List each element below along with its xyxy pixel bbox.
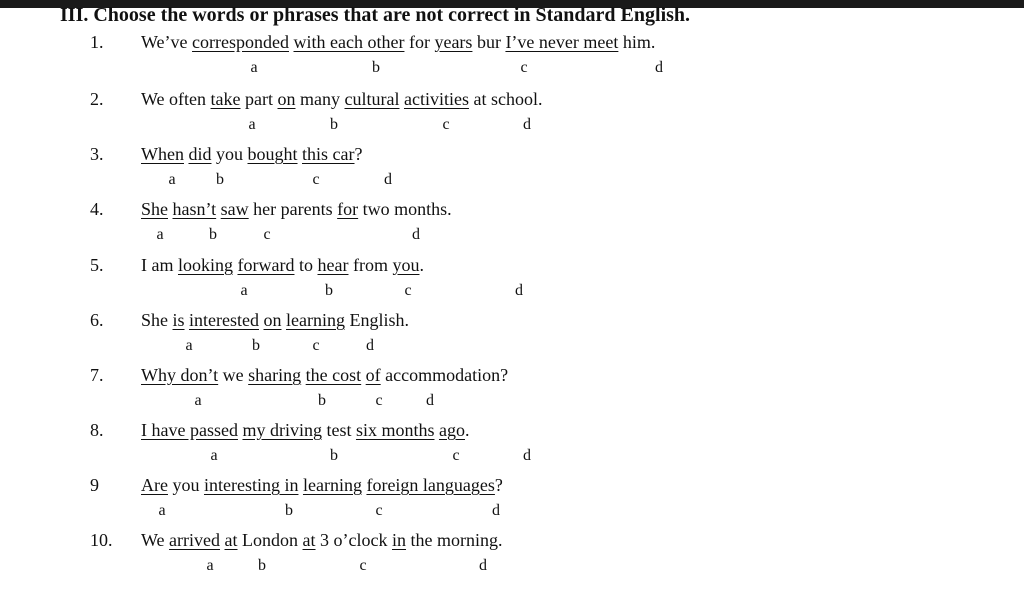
option-letter-d: d xyxy=(479,557,487,574)
underlined-option: ago xyxy=(438,420,465,440)
underlined-option: cultural xyxy=(344,89,400,109)
option-letter-c: c xyxy=(263,226,271,243)
question-number: 10. xyxy=(90,530,113,550)
underlined-option: foreign languages xyxy=(366,475,495,495)
sentence-text: you xyxy=(167,475,204,495)
underlined-option: saw xyxy=(220,199,249,219)
question-row xyxy=(0,199,1024,255)
underlined-option: this car xyxy=(302,144,355,164)
underlined-option: for xyxy=(337,199,359,219)
sentence-text: ? xyxy=(494,475,503,495)
option-letter-c: c xyxy=(312,337,320,354)
option-letter-b: b xyxy=(318,392,326,409)
sentence-text: two months. xyxy=(358,199,452,219)
sentence-text: test xyxy=(321,420,356,440)
option-letter-d: d xyxy=(655,59,663,76)
sentence-text: We’ve xyxy=(141,32,193,52)
sentence-text: for xyxy=(404,32,435,52)
underlined-option: did xyxy=(188,144,212,164)
underlined-option: learning xyxy=(302,475,362,495)
underlined-option: sharing xyxy=(248,365,302,385)
option-letter-d: d xyxy=(523,116,531,133)
option-letter-b: b xyxy=(252,337,260,354)
option-letter-c: c xyxy=(442,116,450,133)
question-number: 7. xyxy=(90,365,104,385)
question-sentence xyxy=(141,32,655,53)
exercise-title: III. Choose the words or phrases that are not correct in Standard English. xyxy=(60,4,691,26)
sentence-text: We xyxy=(141,530,170,550)
option-letter-c: c xyxy=(375,392,383,409)
option-letter-a: a xyxy=(158,502,166,519)
question-number: 4. xyxy=(90,199,104,219)
question-number: 9 xyxy=(90,475,99,495)
underlined-option: forward xyxy=(237,255,295,275)
underlined-option: hasn’t xyxy=(172,199,217,219)
option-letter-c: c xyxy=(520,59,528,76)
option-letter-d: d xyxy=(492,502,500,519)
underlined-option: years xyxy=(434,32,473,52)
option-letter-a: a xyxy=(250,59,258,76)
underlined-option: take xyxy=(210,89,241,109)
sentence-text: . xyxy=(464,420,470,440)
question-row xyxy=(0,144,1024,200)
sentence-text: English. xyxy=(344,310,409,330)
underlined-option: hear xyxy=(317,255,349,275)
option-letter-d: d xyxy=(426,392,434,409)
question-row xyxy=(0,365,1024,421)
sentence-text: we xyxy=(218,365,249,385)
option-letter-d: d xyxy=(523,447,531,464)
sentence-text: 3 o’clock xyxy=(315,530,392,550)
underlined-option: corresponded xyxy=(192,32,289,52)
question-row xyxy=(0,475,1024,531)
underlined-option: interested xyxy=(189,310,259,330)
underlined-option: interesting in xyxy=(203,475,299,495)
question-number: 1. xyxy=(90,32,104,52)
underlined-option: She xyxy=(141,199,168,219)
option-letter-d: d xyxy=(515,282,523,299)
sentence-text: him. xyxy=(618,32,656,52)
sentence-text: London xyxy=(237,530,303,550)
question-sentence xyxy=(141,144,363,165)
underlined-option: at xyxy=(224,530,238,550)
option-letter-a: a xyxy=(210,447,218,464)
option-letter-b: b xyxy=(216,171,224,188)
option-letter-a: a xyxy=(168,171,176,188)
question-row xyxy=(0,310,1024,366)
sentence-text: her parents xyxy=(248,199,338,219)
underlined-option: you xyxy=(392,255,420,275)
underlined-option: Why don’t xyxy=(141,365,219,385)
option-letter-d: d xyxy=(366,337,374,354)
option-letter-a: a xyxy=(248,116,256,133)
question-row xyxy=(0,32,1024,88)
sentence-text: ? xyxy=(354,144,363,164)
option-letter-c: c xyxy=(404,282,412,299)
option-letter-b: b xyxy=(372,59,380,76)
underlined-option: on xyxy=(263,310,282,330)
underlined-option: looking xyxy=(177,255,233,275)
option-letter-a: a xyxy=(185,337,193,354)
question-number: 8. xyxy=(90,420,104,440)
option-letter-d: d xyxy=(384,171,392,188)
question-number: 5. xyxy=(90,255,104,275)
option-letter-d: d xyxy=(412,226,420,243)
question-sentence xyxy=(141,255,424,276)
underlined-option: my driving xyxy=(242,420,322,440)
question-number: 2. xyxy=(90,89,104,109)
question-row xyxy=(0,89,1024,145)
underlined-option: is xyxy=(172,310,185,330)
sentence-text: to xyxy=(294,255,318,275)
underlined-option: six months xyxy=(355,420,435,440)
option-letter-c: c xyxy=(452,447,460,464)
underlined-option: arrived xyxy=(169,530,221,550)
sentence-text: from xyxy=(348,255,393,275)
question-number: 3. xyxy=(90,144,104,164)
sentence-text: many xyxy=(295,89,345,109)
question-number: 6. xyxy=(90,310,104,330)
underlined-option: I’ve never meet xyxy=(505,32,619,52)
underlined-option: on xyxy=(277,89,296,109)
option-letter-a: a xyxy=(194,392,202,409)
question-sentence xyxy=(141,89,542,110)
option-letter-a: a xyxy=(206,557,214,574)
option-letter-a: a xyxy=(156,226,164,243)
option-letter-b: b xyxy=(209,226,217,243)
sentence-text: accommodation? xyxy=(380,365,509,385)
option-letter-b: b xyxy=(258,557,266,574)
option-letter-c: c xyxy=(359,557,367,574)
underlined-option: with each other xyxy=(293,32,405,52)
option-letter-b: b xyxy=(330,116,338,133)
question-row xyxy=(0,530,1024,586)
question-sentence xyxy=(141,365,508,386)
underlined-option: I have passed xyxy=(141,420,238,440)
question-row xyxy=(0,420,1024,476)
sentence-text: We often xyxy=(141,89,211,109)
sentence-text: at school. xyxy=(468,89,543,109)
underlined-option: at xyxy=(302,530,316,550)
question-sentence xyxy=(141,475,503,496)
sentence-text: . xyxy=(419,255,424,275)
option-letter-b: b xyxy=(330,447,338,464)
underlined-option: the cost xyxy=(305,365,362,385)
question-sentence xyxy=(141,420,469,441)
option-letter-a: a xyxy=(240,282,248,299)
underlined-option: of xyxy=(365,365,381,385)
sentence-text: you xyxy=(211,144,248,164)
question-sentence xyxy=(141,530,503,551)
question-sentence xyxy=(141,310,409,331)
option-letter-c: c xyxy=(375,502,383,519)
sentence-text: the morning. xyxy=(406,530,503,550)
sentence-text: She xyxy=(141,310,173,330)
underlined-option: When xyxy=(141,144,184,164)
underlined-option: learning xyxy=(286,310,345,330)
question-sentence xyxy=(141,199,452,220)
option-letter-b: b xyxy=(285,502,293,519)
question-row xyxy=(0,255,1024,311)
underlined-option: Are xyxy=(141,475,168,495)
underlined-option: in xyxy=(392,530,407,550)
sentence-text: bur xyxy=(472,32,506,52)
option-letter-c: c xyxy=(312,171,320,188)
sentence-text: I am xyxy=(141,255,178,275)
option-letter-b: b xyxy=(325,282,333,299)
sentence-text: part xyxy=(240,89,278,109)
underlined-option: activities xyxy=(403,89,469,109)
underlined-option: bought xyxy=(247,144,298,164)
